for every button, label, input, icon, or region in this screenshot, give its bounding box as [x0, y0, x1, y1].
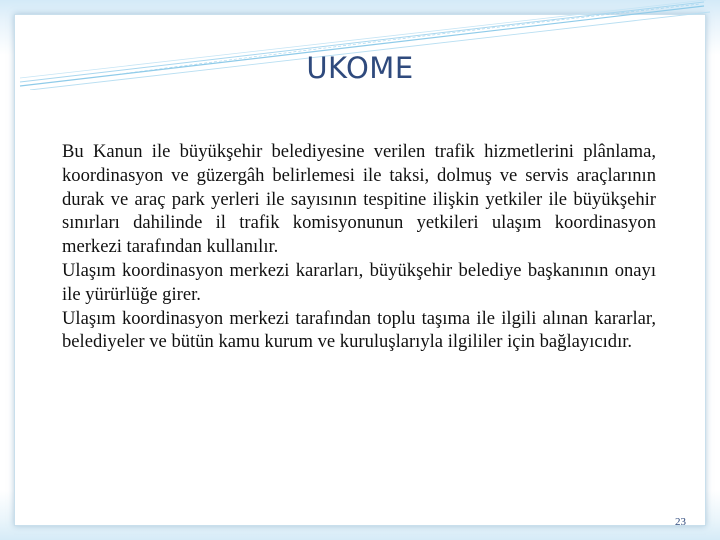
page-number: 23: [675, 516, 686, 528]
paragraph-1: Bu Kanun ile büyükşehir belediyesine verilen trafik hizmetlerini plânlama, koordinasyon ve güzergâh belirlemesi ile taksi, dolmuş ve servis araçlarının durak ve araç park yerleri ile sayısının tespitine ilişkin yetkiler ile büyükşehir sınırları dahilinde il trafik komisyonunun yetkileri ulaşım koordinasyon merkezi tarafından kullanılır.: [62, 141, 656, 258]
paragraph-2: Ulaşım koordinasyon merkezi kararları, büyükşehir belediye başkanının onayı ile yürürlüğe girer.: [62, 259, 656, 305]
slide-body: [62, 140, 656, 354]
paragraph-3: Ulaşım koordinasyon merkezi tarafından toplu taşıma ile ilgili alınan kararlar, belediyeler ve bütün kamu kurum ve kuruluşlarıyla ilgililer için bağlayıcıdır.: [62, 307, 656, 353]
slide-title: UKOME: [306, 51, 414, 85]
